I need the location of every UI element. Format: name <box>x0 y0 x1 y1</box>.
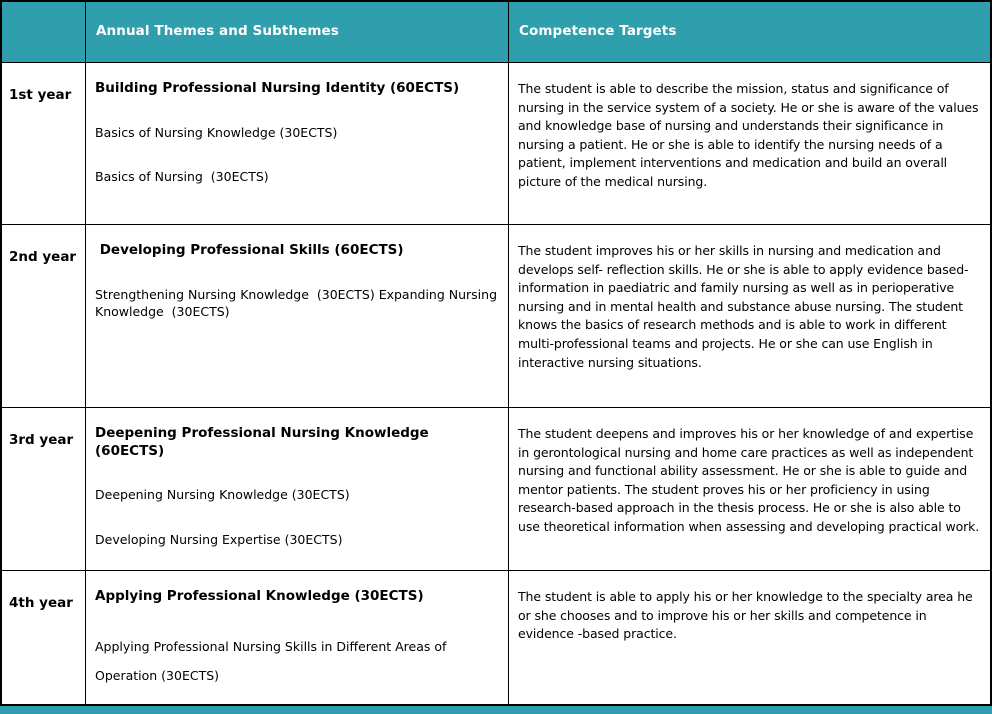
row-4th-year-competence <box>509 571 990 704</box>
competence-text: The student is able to describe the mission, status and significance of nursing in the service system of a society. He or she is aware of the values and knowledge base of nursing and understands their significance in nursing a patient. He or she is able to identify the nursing needs of a patient, implement interventions and medication and build an overall picture of the medical nursing. <box>518 81 979 189</box>
row-3rd-year-label: 3rd year <box>2 408 86 571</box>
row-2nd-year-competence <box>509 225 990 408</box>
bottom-accent-strip <box>0 706 992 714</box>
row-2nd-year-themes <box>86 225 509 408</box>
subtheme: Deepening Nursing Knowledge (30ECTS) <box>95 487 350 503</box>
row-2nd-year-label: 2nd year <box>2 225 86 408</box>
row-3rd-year-competence <box>509 408 990 571</box>
subtheme: Basics of Nursing Knowledge (30ECTS) <box>95 124 338 140</box>
theme-title: Developing Professional Skills (60ECTS) <box>95 242 404 258</box>
theme-title: Building Professional Nursing Identity (60ECTS) <box>95 80 460 96</box>
theme-title: Deepening Professional Nursing Knowledge (60ECTS) <box>95 425 434 459</box>
row-1st-year-label: 1st year <box>2 63 86 225</box>
row-4th-year-label: 4th year <box>2 571 86 704</box>
subtheme: Applying Professional Nursing Skills in Different Areas of Operation (30ECTS) <box>95 638 451 683</box>
row-3rd-year-themes <box>86 408 509 571</box>
header-cell-targets: Competence Targets <box>509 2 990 63</box>
subtheme: Basics of Nursing (30ECTS) <box>95 169 269 185</box>
theme-title: Applying Professional Knowledge (30ECTS) <box>95 588 424 604</box>
competence-text: The student improves his or her skills in nursing and medication and develops self- reflection skills. He or she is able to apply evidence based-information in paediatric and family nursing as well as in perioperative nursing and in mental health and substance abuse nursing. The student knows the basics of research methods and is able to work in different multi-professional teams and projects. He or she can use English in interactive nursing situations. <box>518 243 969 370</box>
subtheme: Developing Nursing Expertise (30ECTS) <box>95 531 343 547</box>
row-1st-year-competence <box>509 63 990 225</box>
row-1st-year-themes <box>86 63 509 225</box>
competence-text: The student is able to apply his or her knowledge to the specialty area he or she chooses and to improve his or her skills and competence in evidence -based practice. <box>518 589 973 642</box>
subtheme: Strengthening Nursing Knowledge (30ECTS) Expanding Nursing Knowledge (30ECTS) <box>95 286 501 320</box>
competence-text: The student deepens and improves his or her knowledge of and expertise in gerontological nursing and home care practices as well as independent nursing and functional ability assessment. He or she is able to guide and mentor patients. The student proves his or her proficiency in using research-based approach in the thesis process. He or she is also able to use theoretical information when assessing and developing practical work. <box>518 426 980 534</box>
row-4th-year-themes <box>86 571 509 704</box>
header-cell-year <box>2 2 86 63</box>
header-cell-themes: Annual Themes and Subthemes <box>86 2 509 63</box>
